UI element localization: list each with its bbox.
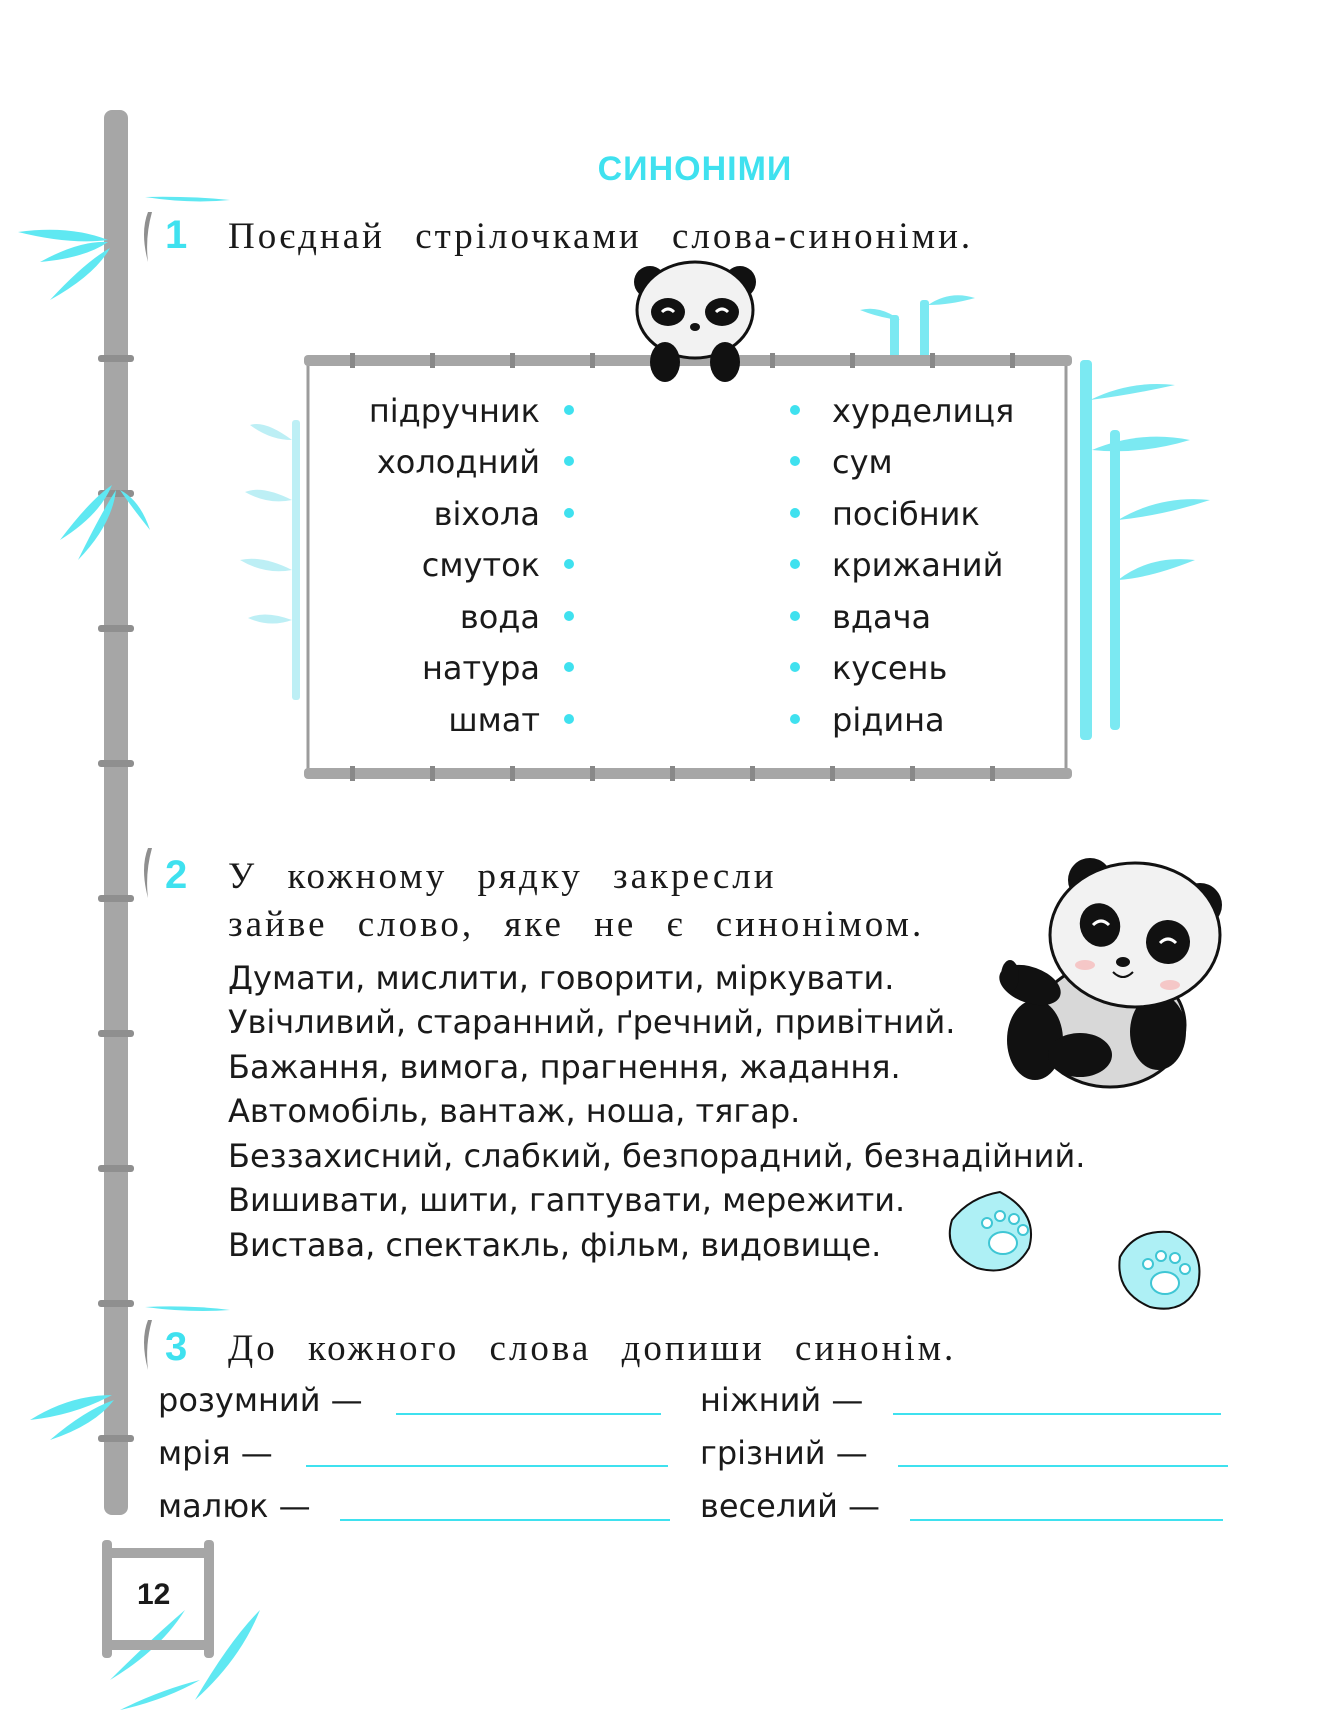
- right-word: рідина: [832, 701, 945, 739]
- task-1-number: 1: [165, 213, 188, 257]
- task-2-number: 2: [165, 853, 188, 897]
- left-connector-dot[interactable]: [564, 508, 574, 518]
- left-word: вода: [459, 598, 540, 636]
- task-2-instruction-line-1: У кожному рядку закресли: [228, 856, 777, 897]
- answer-line[interactable]: [898, 1465, 1228, 1467]
- answer-line[interactable]: [893, 1413, 1221, 1415]
- left-word: смуток: [421, 546, 540, 584]
- right-word: сум: [832, 443, 893, 481]
- left-connector-dot[interactable]: [564, 559, 574, 569]
- waving-panda-illustration: [994, 858, 1222, 1087]
- answer-line[interactable]: [306, 1465, 668, 1467]
- right-word: хурделиця: [832, 392, 1015, 430]
- left-connector-dot[interactable]: [564, 456, 574, 466]
- task-number-hooks: [144, 212, 152, 1370]
- answer-line[interactable]: [910, 1519, 1223, 1521]
- right-connector-dot[interactable]: [790, 405, 800, 415]
- task-2-instruction-line-2: зайве слово, яке не є синонімом.: [228, 904, 925, 945]
- left-connector-dot[interactable]: [564, 714, 574, 724]
- right-connector-dot[interactable]: [790, 508, 800, 518]
- left-connector-dot[interactable]: [564, 611, 574, 621]
- sentence-row[interactable]: Думати, мислити, говорити, міркувати.: [228, 959, 895, 997]
- left-word: підручник: [368, 392, 540, 430]
- right-connector-dot[interactable]: [790, 714, 800, 724]
- left-word: віхола: [433, 495, 540, 533]
- paw-print-1: [950, 1192, 1031, 1271]
- left-word: шмат: [448, 701, 540, 739]
- task-3-instruction: До кожного слова допиши синонім.: [228, 1328, 957, 1369]
- right-word: вдача: [832, 598, 932, 636]
- prompt-word: веселий —: [700, 1487, 881, 1525]
- prompt-word: розумний —: [158, 1381, 363, 1419]
- paw-print-2: [1119, 1232, 1199, 1309]
- answer-line[interactable]: [396, 1413, 661, 1415]
- right-connector-dot[interactable]: [790, 456, 800, 466]
- left-connector-dot[interactable]: [564, 405, 574, 415]
- task-3-number: 3: [165, 1325, 188, 1369]
- prompt-word: мрія —: [158, 1434, 273, 1472]
- answer-line[interactable]: [340, 1519, 670, 1521]
- page-number: 12: [137, 1578, 171, 1611]
- sentence-row[interactable]: Бажання, вимога, прагнення, жадання.: [228, 1048, 901, 1086]
- right-connector-dot[interactable]: [790, 611, 800, 621]
- prompt-word: грізний —: [700, 1434, 868, 1472]
- sentence-row[interactable]: Вистава, спектакль, фільм, видовище.: [228, 1226, 882, 1264]
- left-word: холодний: [376, 443, 540, 481]
- sentence-row[interactable]: Увічливий, старанний, ґречний, привітний.: [228, 1003, 956, 1041]
- right-word: посібник: [832, 495, 980, 533]
- left-bamboo-leaves: [18, 197, 260, 1710]
- left-connector-dot[interactable]: [564, 662, 574, 672]
- left-word: натура: [421, 649, 540, 687]
- right-word: крижаний: [832, 546, 1004, 584]
- right-word: кусень: [832, 649, 948, 687]
- background-bamboo-left: [240, 420, 300, 700]
- sentence-row[interactable]: Автомобіль, вантаж, ноша, тягар.: [228, 1092, 801, 1130]
- prompt-word: малюк —: [158, 1487, 311, 1525]
- page-title: СИНОНІМИ: [597, 150, 793, 188]
- sentence-row[interactable]: Вишивати, шити, гаптувати, мережити.: [228, 1181, 906, 1219]
- task-1-instruction: Поєднай стрілочками слова-синоніми.: [228, 216, 974, 257]
- right-connector-dot[interactable]: [790, 662, 800, 672]
- prompt-word: ніжний —: [700, 1381, 864, 1419]
- left-bamboo-stalk: [98, 110, 134, 1515]
- sentence-row[interactable]: Беззахисний, слабкий, безпорадний, безнадійний.: [228, 1137, 1086, 1175]
- right-connector-dot[interactable]: [790, 559, 800, 569]
